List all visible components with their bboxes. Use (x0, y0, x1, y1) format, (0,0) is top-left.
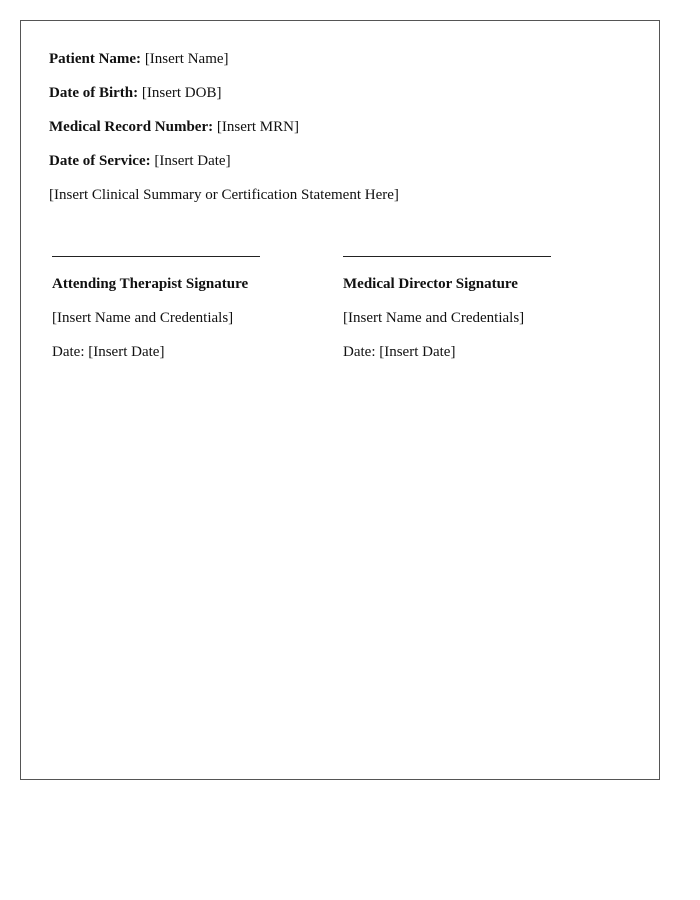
patient-name-line (49, 50, 229, 68)
director-name-credentials: [Insert Name and Credentials] (343, 310, 525, 326)
medical-record-number-label: Medical Record Number: (49, 119, 214, 135)
clinical-summary: [Insert Clinical Summary or Certification Statement Here] (49, 187, 399, 203)
director-signature-date: Date: [Insert Date] (343, 344, 456, 360)
therapist-signature-title: Attending Therapist Signature (52, 276, 249, 292)
patient-name-value: [Insert Name] (141, 51, 229, 67)
date-of-service-line (49, 152, 231, 170)
date-of-service-value: [Insert Date] (150, 153, 231, 169)
therapist-signature-line (52, 256, 260, 257)
patient-name-label: Patient Name: (49, 51, 142, 67)
date-of-birth-value: [Insert DOB] (138, 85, 222, 101)
director-signature-title: Medical Director Signature (343, 276, 518, 292)
director-signature-line (343, 256, 551, 257)
therapist-signature-date: Date: [Insert Date] (52, 344, 165, 360)
date-of-birth-label: Date of Birth: (49, 85, 139, 101)
date-of-service-label: Date of Service: (49, 153, 151, 169)
document-page (20, 20, 660, 780)
date-of-birth-line (49, 84, 221, 102)
therapist-name-credentials: [Insert Name and Credentials] (52, 310, 234, 326)
medical-record-number-line (49, 118, 299, 136)
medical-record-number-value: [Insert MRN] (213, 119, 299, 135)
